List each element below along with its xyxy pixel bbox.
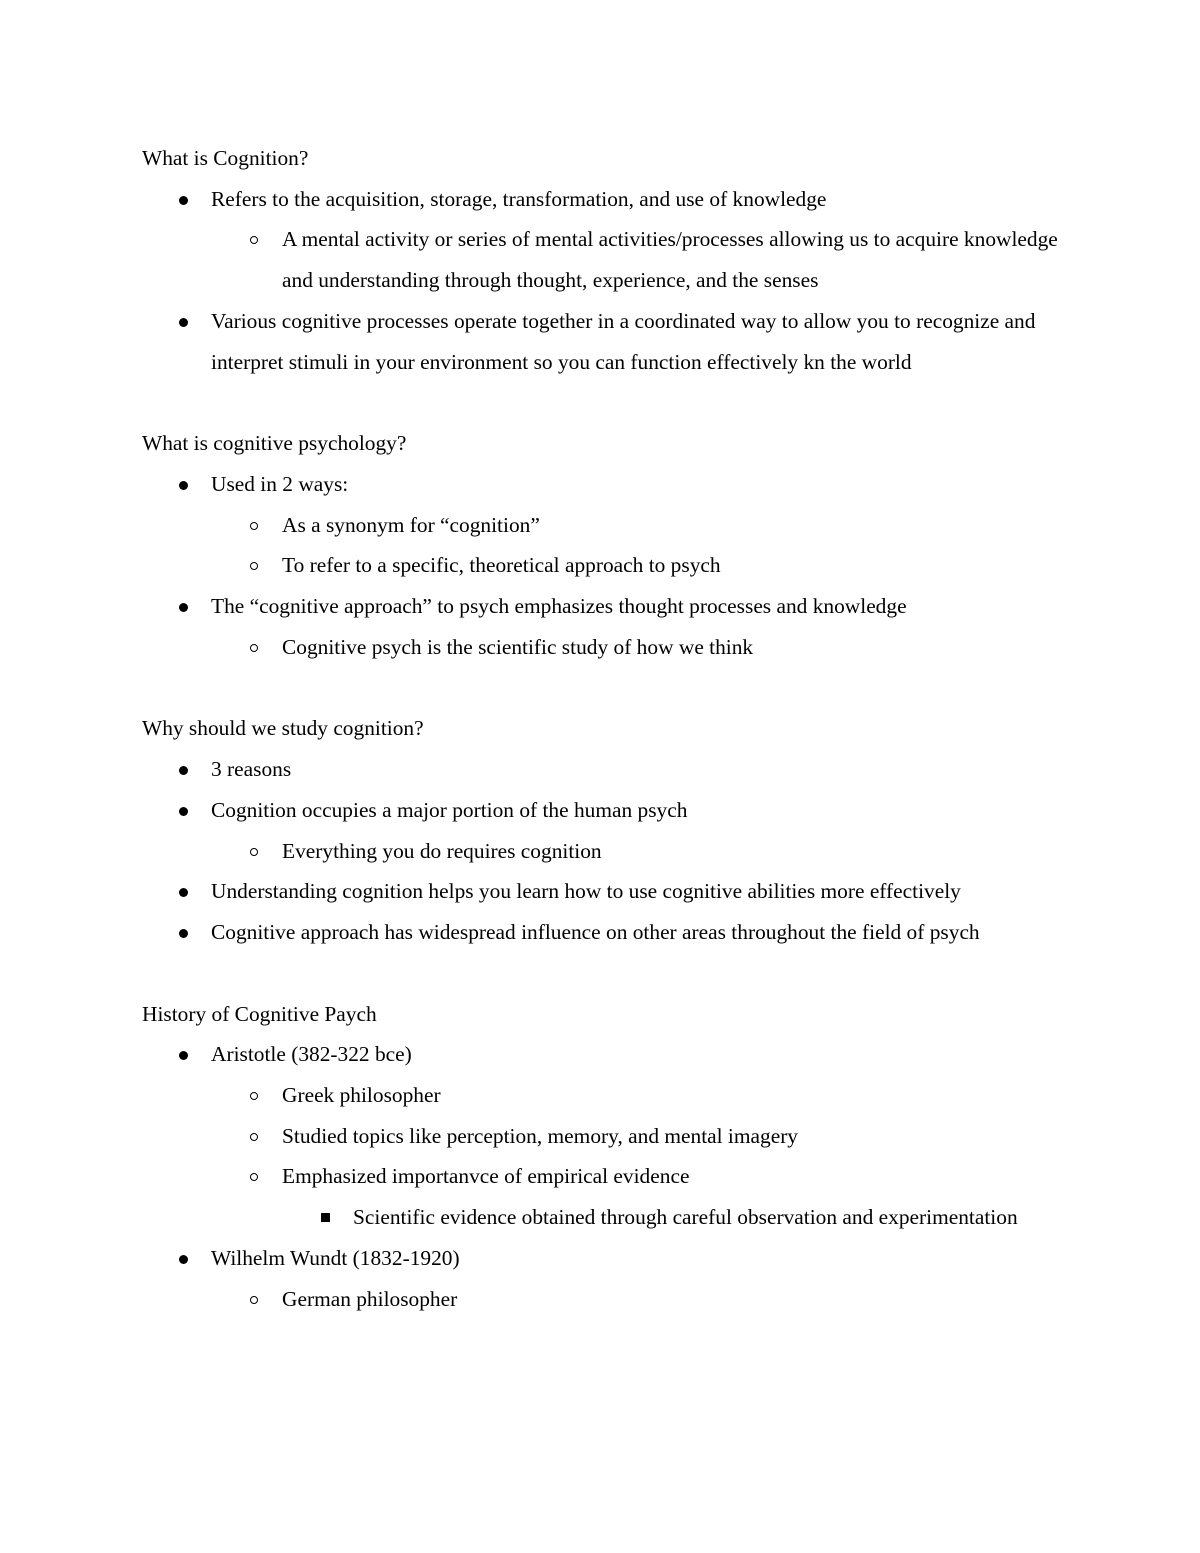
filled-bullet-icon (179, 888, 188, 897)
filled-bullet-icon (179, 481, 188, 490)
list-item-text: A mental activity or series of mental activities/processes allowing us to acquire knowledge and understanding through thought, experience, and the senses (282, 227, 1058, 293)
list-item (142, 1279, 1072, 1320)
list-item-text: Cognitive psych is the scientific study of how we think (282, 634, 754, 659)
filled-bullet-icon (179, 929, 188, 938)
section-history-of-cognitive-psych (142, 994, 1072, 1320)
section-why-study-cognition (142, 708, 1072, 952)
list-item-text: Cognition occupies a major portion of the human psych (211, 797, 688, 822)
list-item-text: Used in 2 ways: (211, 471, 349, 496)
list-item-text: Scientific evidence obtained through careful observation and experimentation (353, 1205, 1018, 1230)
hollow-bullet-icon (250, 562, 258, 570)
square-bullet-icon (321, 1213, 330, 1222)
section-what-is-cognitive-psychology (142, 423, 1072, 667)
filled-bullet-icon (179, 603, 188, 612)
hollow-bullet-icon (250, 1296, 258, 1304)
list-item-text: Wilhelm Wundt (1832-1920) (211, 1245, 460, 1270)
list-item-text: Studied topics like perception, memory, and mental imagery (282, 1123, 799, 1148)
list-item-text: The “cognitive approach” to psych emphasizes thought processes and knowledge (211, 594, 907, 619)
hollow-bullet-icon (250, 1173, 258, 1181)
list-item (142, 912, 1072, 953)
list-item-text: Understanding cognition helps you learn how to use cognitive abilities more effectively (211, 879, 961, 904)
list-item (142, 464, 1072, 505)
filled-bullet-icon (179, 1051, 188, 1060)
section-heading: History of Cognitive Paych (142, 1001, 377, 1026)
section-heading: What is cognitive psychology? (142, 431, 407, 456)
hollow-bullet-icon (250, 1092, 258, 1100)
hollow-bullet-icon (250, 236, 258, 244)
list-item-text: To refer to a specific, theoretical approach to psych (282, 553, 721, 578)
hollow-bullet-icon (250, 644, 258, 652)
list-item (142, 545, 1072, 586)
list-item (142, 1034, 1072, 1075)
filled-bullet-icon (179, 196, 188, 205)
list-item-text: German philosopher (282, 1286, 458, 1311)
list-item (142, 505, 1072, 546)
list-item (142, 871, 1072, 912)
list-item-text: Emphasized importanvce of empirical evidence (282, 1164, 690, 1189)
list-item (142, 179, 1072, 220)
filled-bullet-icon (179, 766, 188, 775)
list-item (142, 1116, 1072, 1157)
hollow-bullet-icon (250, 1133, 258, 1141)
list-item-text: As a synonym for “cognition” (282, 512, 540, 537)
list-item (142, 301, 1072, 382)
list-item-text: 3 reasons (211, 757, 292, 782)
list-item-text: Aristotle (382-322 bce) (211, 1042, 412, 1067)
list-item (142, 790, 1072, 831)
section-heading: What is Cognition? (142, 146, 309, 170)
bullet-list (142, 464, 1072, 668)
list-item (142, 749, 1072, 790)
list-item-text: Refers to the acquisition, storage, transformation, and use of knowledge (211, 186, 827, 211)
list-item-text: Everything you do requires cognition (282, 838, 602, 863)
hollow-bullet-icon (250, 522, 258, 530)
bullet-list (142, 1034, 1072, 1319)
bullet-list (142, 179, 1072, 383)
list-item-text: Cognitive approach has widespread influence on other areas throughout the field of psych (211, 919, 980, 944)
filled-bullet-icon (179, 807, 188, 816)
hollow-bullet-icon (250, 848, 258, 856)
list-item (142, 219, 1072, 300)
list-item-text: Greek philosopher (282, 1083, 441, 1108)
list-item (142, 1156, 1072, 1197)
list-item (142, 1197, 1072, 1238)
section-heading: Why should we study cognition? (142, 716, 424, 741)
list-item (142, 627, 1072, 668)
document-body (142, 138, 1072, 1319)
filled-bullet-icon (179, 1255, 188, 1264)
list-item (142, 1075, 1072, 1116)
section-what-is-cognition (142, 138, 1072, 382)
list-item (142, 586, 1072, 627)
bullet-list (142, 749, 1072, 953)
list-item (142, 1238, 1072, 1279)
filled-bullet-icon (179, 318, 188, 327)
list-item (142, 831, 1072, 872)
list-item-text: Various cognitive processes operate together in a coordinated way to allow you to recognize and interpret stimuli in your environment so you can function effectively kn the world (211, 308, 1036, 374)
